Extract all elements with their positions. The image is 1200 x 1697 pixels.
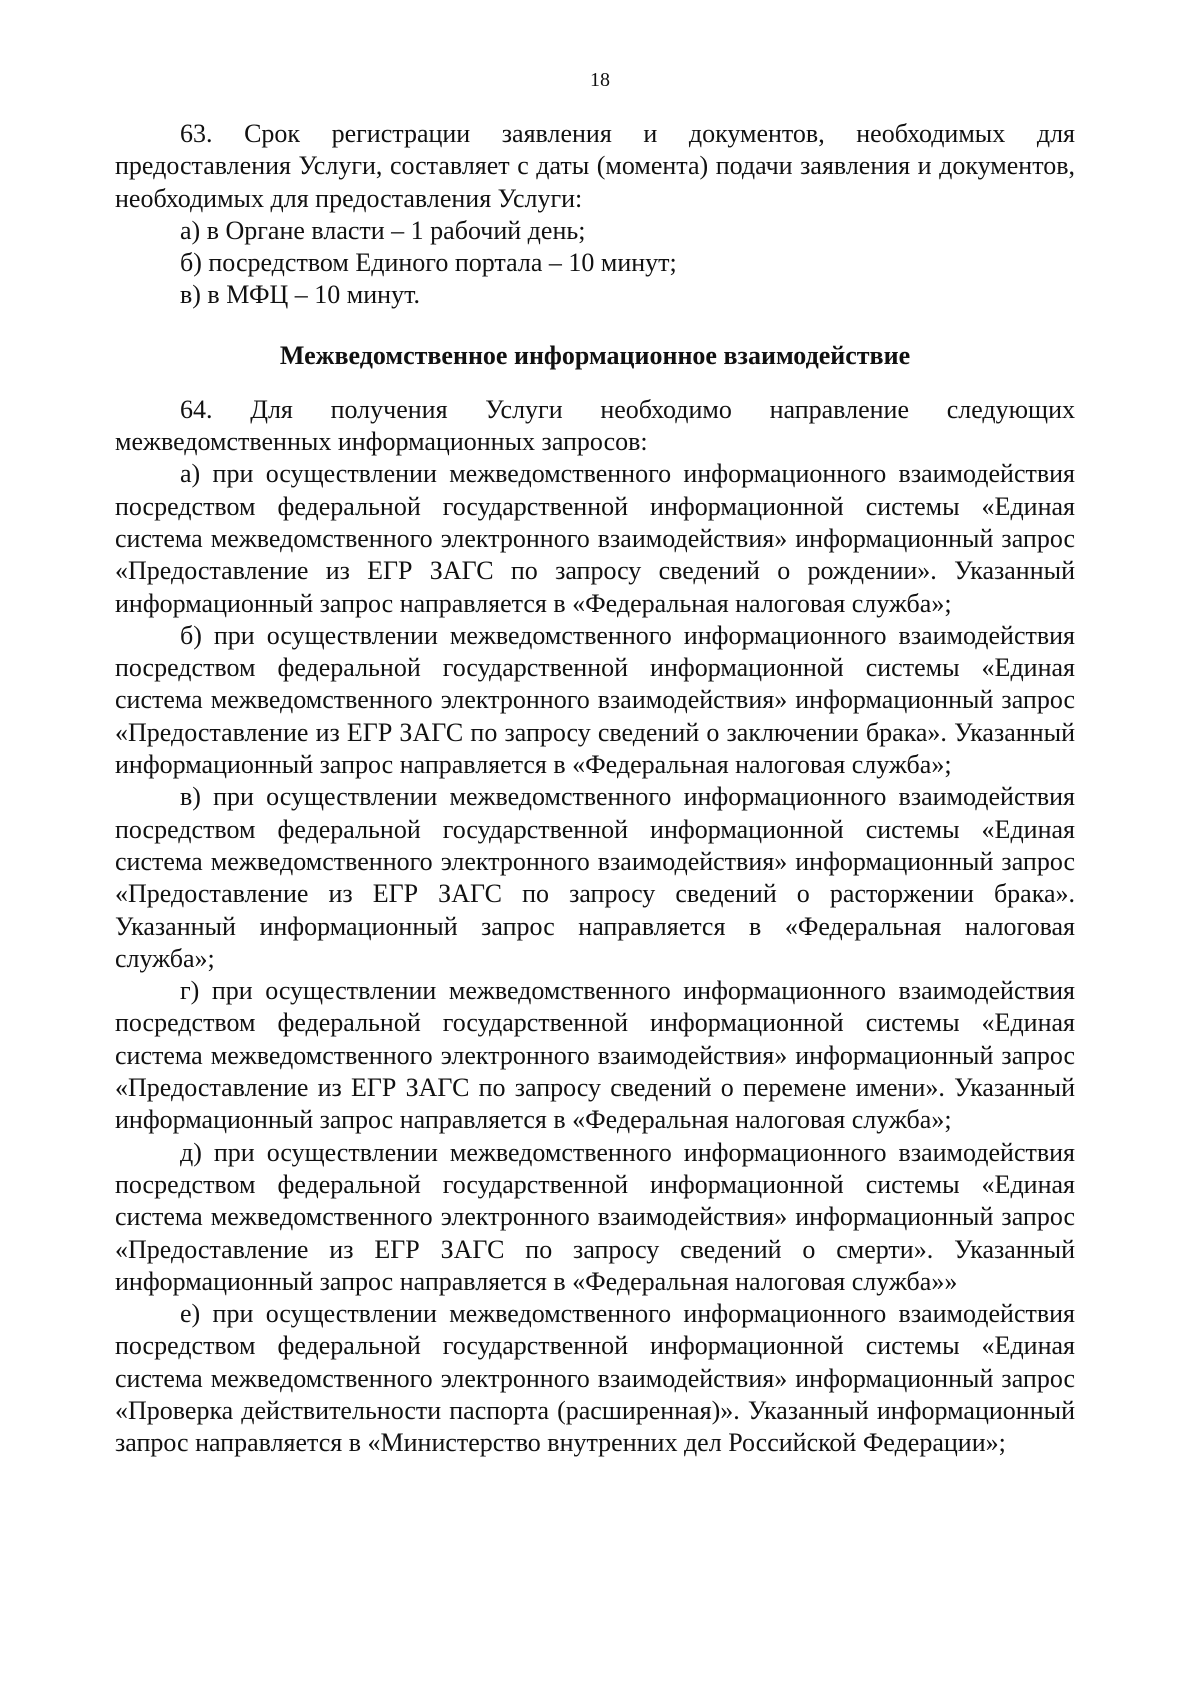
page-number: 18 [590, 69, 610, 91]
list-item: в) в МФЦ – 10 минут. [180, 280, 420, 310]
section-heading: Межведомственное информационное взаимодействие [279, 340, 911, 370]
list-item: в) при осуществлении межведомственного информационного взаимодействия посредством федеральной государственной информационной системы «Единая система межведомственного электронного взаимодействия» информационный запрос «Предоставление из ЕГР ЗАГС по запросу сведений о расторжении брака». Указанный информационный запрос направляется в «Федеральная налоговая служба»; [115, 782, 1075, 973]
section-63 [115, 118, 1075, 312]
list-item: е) при осуществлении межведомственного информационного взаимодействия посредством федеральной государственной информационной системы «Единая система межведомственного электронного взаимодействия» информационный запрос «Проверка действительности паспорта (расширенная)». Указанный информационный запрос направляется в «Министерство внутренних дел Российской Федерации»; [115, 1299, 1075, 1458]
list-item: б) при осуществлении межведомственного информационного взаимодействия посредством федеральной государственной информационной системы «Единая система межведомственного электронного взаимодействия» информационный запрос «Предоставление из ЕГР ЗАГС по запросу сведений о заключении брака». Указанный информационный запрос направляется в «Федеральная налоговая служба»; [115, 620, 1075, 780]
list-item: б) посредством Единого портала – 10 минут; [180, 248, 677, 278]
paragraph-63-intro: 63. Срок регистрации заявления и документов, необходимых для предоставления Услуги, составляет с даты (момента) подачи заявления и документов, необходимых для предоставления Услуги: [115, 119, 1075, 213]
list-item: г) при осуществлении межведомственного информационного взаимодействия посредством федеральной государственной информационной системы «Единая система межведомственного электронного взаимодействия» информационный запрос «Предоставление из ЕГР ЗАГС по запросу сведений о перемене имени». Указанный информационный запрос направляется в «Федеральная налоговая служба»; [115, 976, 1075, 1135]
paragraph-64-intro: 64. Для получения Услуги необходимо направление следующих межведомственных информационных запросов: [115, 394, 1075, 457]
section-64 [115, 394, 1075, 1460]
list-item: а) в Органе власти – 1 рабочий день; [180, 215, 586, 245]
document-body [115, 118, 1075, 1460]
list-item: д) при осуществлении межведомственного информационного взаимодействия посредством федеральной государственной информационной системы «Единая система межведомственного электронного взаимодействия» информационный запрос «Предоставление из ЕГР ЗАГС по запросу сведений о смерти». Указанный информационный запрос направляется в «Федеральная налоговая служба»» [115, 1137, 1075, 1296]
list-item: а) при осуществлении межведомственного информационного взаимодействия посредством федеральной государственной информационной системы «Единая система межведомственного электронного взаимодействия» информационный запрос «Предоставление из ЕГР ЗАГС по запросу сведений о рождении». Указанный информационный запрос направляется в «Федеральная налоговая служба»; [115, 459, 1075, 618]
